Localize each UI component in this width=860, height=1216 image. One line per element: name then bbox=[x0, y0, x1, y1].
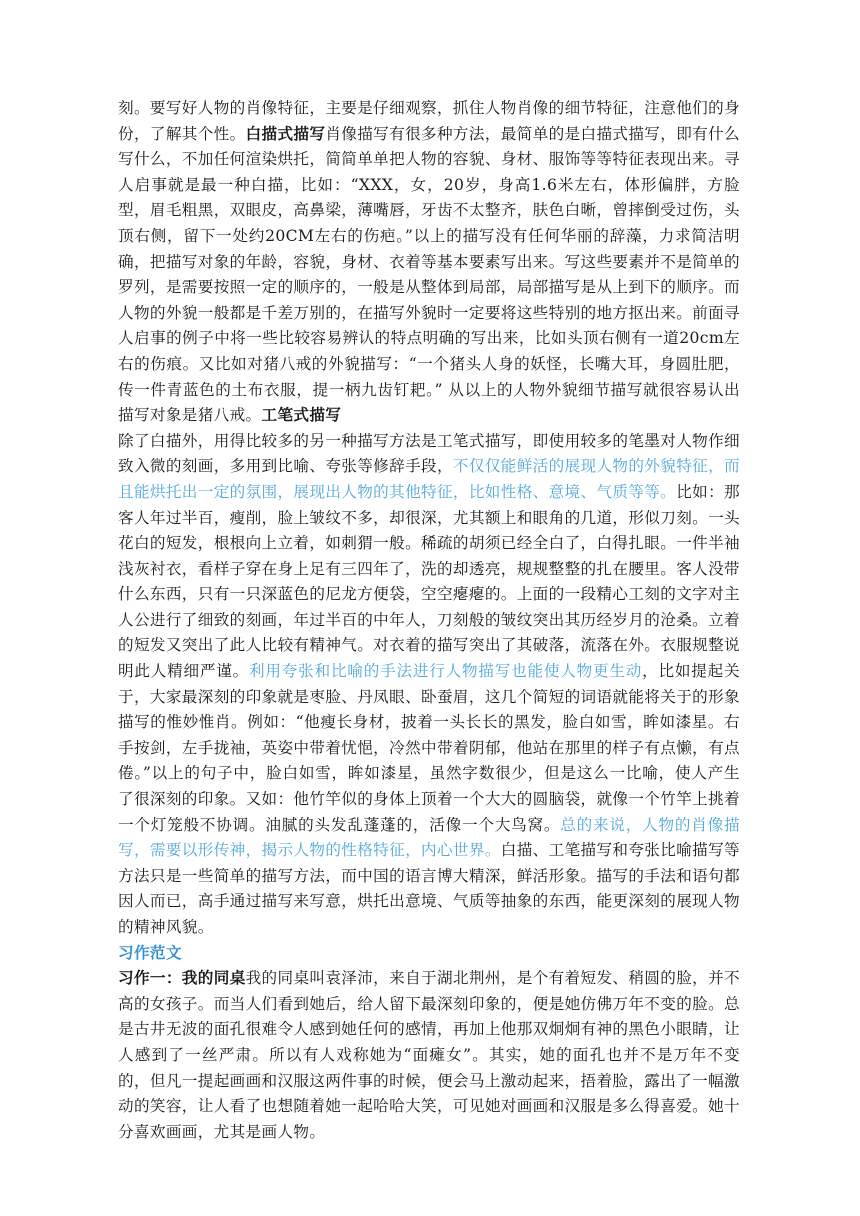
highlight-text: 不仅仅能鲜活的展现人物的外貌特征，而且能烘托出一定的氛围，展现出人物的其他特征，比如性格、意境、气质等等。 bbox=[118, 457, 740, 501]
paragraph-gongbi bbox=[118, 429, 740, 941]
paragraph-text: 除了白描外，用得比较多的另一种描写方法是工笔式描写，即使用较多的笔墨对人物作细致入微的刻画，多用到比喻、夸张等修辞手段， bbox=[118, 431, 740, 476]
document-page bbox=[118, 96, 740, 1145]
paragraph-baimiao bbox=[118, 96, 740, 429]
paragraph-text: ，比如提起关于，大家最深刻的印象就是枣脸、丹凤眼、卧蚕眉，这几个简短的词语就能将关于的形象描写的惟妙惟肖。例如：“他瘦长身材，披着一头长长的黑发，脸白如雪，眸如漆星。右手按剑，左手拢袖，英姿中带着忧悒，冷然中带着阴郁，他站在那里的样子有点懒，有点倦。”以上的句子中，脸白如雪，眸如漆星，虽然字数很少，但是这么一比喻，使人产生了很深刻的印象。又如：他竹竿似的身体上顶着一个大大的圆脑袋，就像一个竹竿上挑着一个灯笼般不协调。油腻的头发乱蓬蓬的，活像一个大鸟窝。 bbox=[118, 662, 740, 834]
heading-baimiao: 白描式描写 bbox=[245, 124, 326, 143]
paragraph-text: 比如：那客人年过半百，瘦削，脸上皱纹不多，却很深，尤其额上和眼角的几道，形似刀刻。一头花白的短发，根根向上立着，如刺猬一般。稀疏的胡须已经全白了，白得扎眼。一件半袖浅灰衬衣，看样子穿在身上足有三四年了，洗的却透亮，规规整整的扎在腰里。客人没带什么东西，只有一只深蓝色的尼龙方便袋，空空瘪瘪的。上面的一段精心工刻的文字对主人公进行了细致的刻画，年过半百的中年人，刀刻般的皱纹突出其历经岁月的沧桑。立着的短发又突出了此人比较有精神气。对衣着的描写突出了其破落，流落在外。衣服规整说明此人精细严谨。 bbox=[118, 482, 740, 681]
highlight-text: 利用夸张和比喻的手法进行人物描写也能使人物更生动 bbox=[249, 662, 643, 681]
essay-body: 我的同桌叫袁泽沛，来自于湖北荆州，是个有着短发、稍圆的脸，并不高的女孩子。而当人们看到她后，给人留下最深刻印象的，便是她仿佛万年不变的脸。总是古井无波的面孔很难令人感到她任何的感情，再加上他那双炯炯有神的黑色小眼睛，让人感到了一丝严肃。所以有人戏称她为“面瘫女”。其实，她的面孔也并不是万年不变的，但凡一提起画画和汉服这两件事的时候，便会马上激动起来，捂着脸，露出了一幅激动的笑容，让人看了也想随着她一起哈哈大笑，可见她对画画和汉服是多么得喜爱。她十分喜欢画画，尤其是画人物。 bbox=[118, 969, 740, 1141]
paragraph-text: 白描、工笔描写和夸张比喻描写等方法只是一些简单的描写方法，而中国的语言博大精深，鲜活形象。描写的手法和语句都因人而已，高手通过描写来写意，烘托出意境、气质等抽象的东西，能更深刻的展现人物的精神风貌。 bbox=[118, 841, 740, 936]
essay-label: 习作一：我的同桌 bbox=[118, 969, 246, 988]
highlight-text: 总的来说，人物的肖像描写，需要以形传神，揭示人物的性格特征，内心世界。 bbox=[118, 815, 740, 860]
section-title: 习作范文 bbox=[118, 943, 182, 962]
heading-gongbi: 工笔式描写 bbox=[261, 406, 342, 425]
essay-paragraph bbox=[118, 966, 740, 1145]
paragraph-text: 肖像描写有很多种方法，最简单的是白描式描写，即有什么写什么，不加任何渲染烘托，简简单单把人物的容貌、身材、服饰等等特征表现出来。寻人启事就是最一种白描，比如：“XXX，女，20岁，身高1.6米左右，体形偏胖，方脸型，眉毛粗黑，双眼皮，高鼻梁，薄嘴唇，牙齿不太整齐，肤色白晰，曾摔倒受过伤，头顶右侧，留下一处约20CM左右的伤疤。”以上的描写没有任何华丽的辞藻，力求简洁明确，把描写对象的年龄，容貌，身材、衣着等基本要素写出来。写这些要素并不是简单的罗列，是需要按照一定的顺序的，一般是从整体到局部，局部描写是从上到下的顺序。而人物的外貌一般都是千差万别的，在描写外貌时一定要将这些特别的地方抠出来。前面寻人启事的例子中将一些比较容易辨认的特点明确的写出来，比如头顶右侧有一道20cm左右的伤痕。又比如对猪八戒的外貌描写：“一个猪头人身的妖怪，长嘴大耳，身圆肚肥，传一件青蓝色的土布衣服，提一柄九齿钉耙。” 从以上的人物外貌细节描写就很容易认出描写对象是猪八戒。 bbox=[118, 124, 740, 425]
paragraph-text: 刻。要写好人物的肖像特征，主要是仔细观察，抓住人物肖像的细节特征，注意他们的身份，了解其个性。 bbox=[118, 99, 740, 143]
